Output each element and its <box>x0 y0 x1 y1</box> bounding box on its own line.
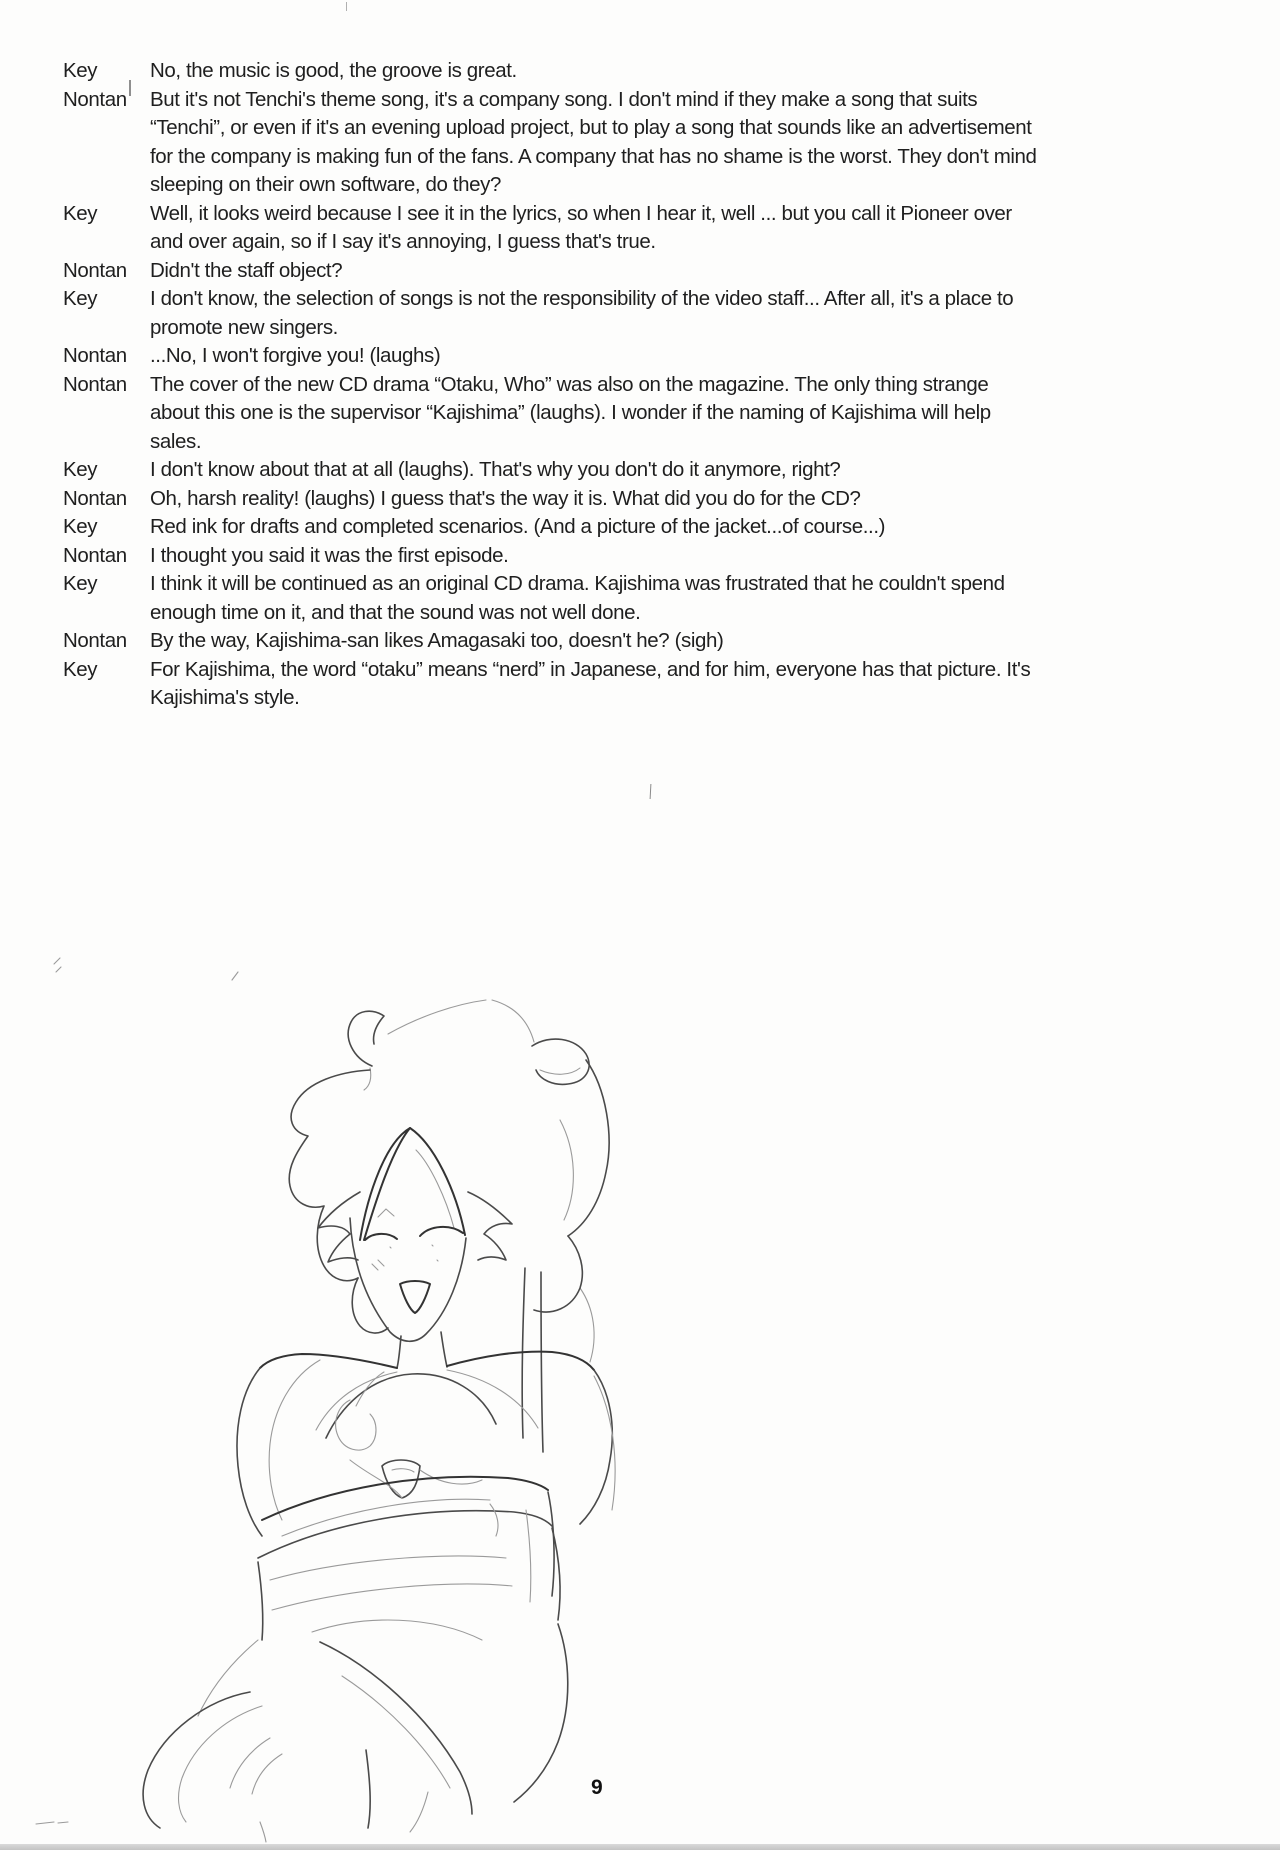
scan-speck-line1 <box>129 80 131 96</box>
dialogue-text: By the way, Kajishima-san likes Amagasaki too, doesn't he? (sigh) <box>150 629 724 652</box>
speaker-label: Key <box>63 201 98 225</box>
dialogue-row <box>63 542 1048 571</box>
dialogue-text: But it's not Tenchi's theme song, it's a company song. I don't mind if they make a song that suits “Tenchi”, or even if it's an evening upload project, but to play a song that sounds like an advertisement for the company is making fun of the fans. A company that has no shame is the worst. They don't mind sleeping on their own software, do they? <box>150 87 1037 196</box>
speaker-label: Nontan <box>63 629 127 652</box>
dialogue-row <box>63 200 1048 257</box>
dialogue-row <box>63 371 1048 457</box>
dialogue-row <box>63 57 1048 86</box>
dialogue-text: ...No, I won't forgive you! (laughs) <box>150 344 441 367</box>
speaker-label: Key <box>63 59 98 82</box>
dialogue-text: Oh, harsh reality! (laughs) I guess that's the way it is. What did you do for the CD? <box>150 486 861 510</box>
speaker-label: Nontan <box>63 486 127 510</box>
speaker-label: Nontan <box>63 344 127 367</box>
scan-edge-strip <box>0 1844 1280 1850</box>
dialogue-row <box>63 456 1048 485</box>
page-number: 9 <box>591 1776 603 1799</box>
dialogue-text: I don't know, the selection of songs is not the responsibility of the video staff... After all, it's a place to promote new singers. <box>150 287 1014 339</box>
dialogue-row <box>63 485 1048 514</box>
scan-speck-top <box>346 2 347 11</box>
dialogue-text: I don't know about that at all (laughs). That's why you don't do it anymore, right? <box>150 458 841 481</box>
speaker-label: Key <box>63 287 98 310</box>
speaker-label: Key <box>63 572 98 595</box>
speaker-label: Nontan <box>63 372 127 396</box>
pencil-sketch <box>20 820 660 1850</box>
scan-speck-mid <box>650 784 652 799</box>
dialogue-row <box>63 285 1048 342</box>
speaker-label: Key <box>63 515 98 538</box>
dialogue-text: I think it will be continued as an original CD drama. Kajishima was frustrated that he couldn't spend enough time on it, and that the sound was not well done. <box>150 572 1005 624</box>
dialogue-row <box>63 627 1048 656</box>
dialogue-text: No, the music is good, the groove is great. <box>150 59 517 82</box>
dialogue-row <box>63 342 1048 371</box>
dialogue-text: Well, it looks weird because I see it in the lyrics, so when I hear it, well ... but you call it Pioneer over and over again, so if I say it's annoying, I guess that's true. <box>150 201 1012 253</box>
speaker-label: Key <box>63 657 98 681</box>
dialogue-row <box>63 656 1048 713</box>
speaker-label: Nontan <box>63 258 127 282</box>
dialogue-text: I thought you said it was the first episode. <box>150 543 509 567</box>
speaker-label: Nontan <box>63 87 127 111</box>
dialogue-text: For Kajishima, the word “otaku” means “nerd” in Japanese, and for him, everyone has that picture. It's Kajishima's style. <box>150 657 1031 709</box>
dialogue-row <box>63 86 1048 200</box>
speaker-label: Key <box>63 458 98 481</box>
speaker-label: Nontan <box>63 543 127 567</box>
dialogue-row <box>63 570 1048 627</box>
dialogue-text: The cover of the new CD drama “Otaku, Who” was also on the magazine. The only thing strange about this one is the supervisor “Kajishima” (laughs). I wonder if the naming of Kajishima will help sales. <box>150 372 991 453</box>
dialogue-text: Red ink for drafts and completed scenarios. (And a picture of the jacket...of course...) <box>150 515 886 538</box>
dialogue-row <box>63 513 1048 542</box>
dialogue-row <box>63 257 1048 286</box>
dialogue-block <box>63 57 1048 713</box>
dialogue-text: Didn't the staff object? <box>150 258 343 282</box>
